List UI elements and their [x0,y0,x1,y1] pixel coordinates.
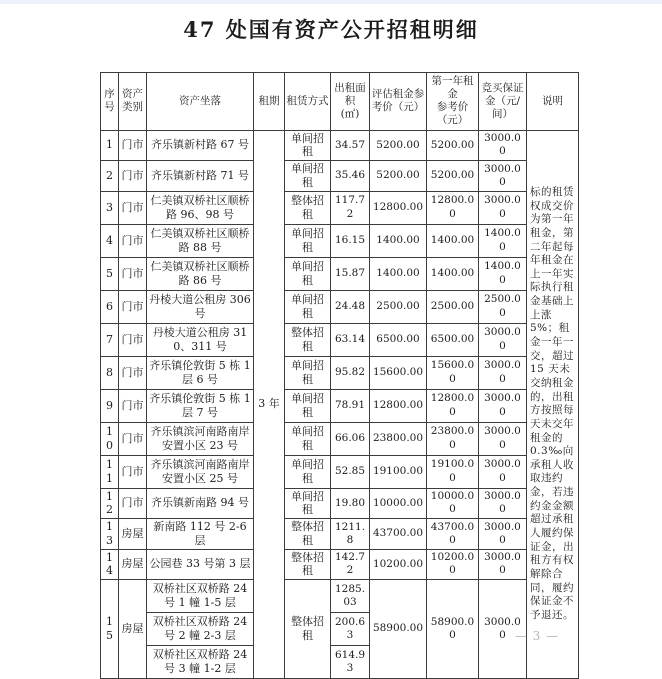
cell-no: 1 [101,130,119,161]
cell-area: 63.14 [331,323,370,356]
cell-assessed: 5200.00 [370,130,427,161]
table-row [101,389,579,422]
cell-method: 整体招租 [285,580,331,679]
cell-area: 614.93 [331,646,370,679]
cell-location: 双桥社区双桥路 24 号 3 幢 1-2 层 [147,646,254,679]
cell-method: 单间招租 [285,290,331,323]
cell-no: 4 [101,224,119,257]
table-row [101,323,579,356]
cell-category: 门市 [119,290,147,323]
cell-assessed: 6500.00 [370,323,427,356]
cell-assessed: 1400.00 [370,257,427,290]
cell-no: 7 [101,323,119,356]
cell-method: 单间招租 [285,488,331,519]
cell-no: 11 [101,455,119,488]
cell-location: 齐乐镇滨河南路南岸安置小区 23 号 [147,422,254,455]
cell-deposit: 3000.00 [479,422,527,455]
cell-deposit: 2500.00 [479,290,527,323]
table-row [101,257,579,290]
cell-location: 齐乐镇伦敦街 5 栋 1 层 6 号 [147,356,254,389]
cell-area: 35.46 [331,161,370,192]
col-header-deposit: 竞买保证 金（元/间） [479,73,527,131]
cell-deposit: 1400.00 [479,224,527,257]
cell-method: 单间招租 [285,224,331,257]
cell-deposit: 3000.00 [479,549,527,580]
cell-deposit: 3000.00 [479,356,527,389]
cell-no: 14 [101,549,119,580]
cell-area: 1211.8 [331,519,370,550]
cell-first-year: 2500.00 [427,290,479,323]
table-row [101,455,579,488]
cell-method: 单间招租 [285,356,331,389]
cell-location: 齐乐镇新南路 94 号 [147,488,254,519]
cell-location: 双桥社区双桥路 24 号 2 幢 2-3 层 [147,613,254,646]
top-strip [0,0,662,4]
cell-category: 房屋 [119,580,147,679]
cell-assessed: 19100.00 [370,455,427,488]
cell-category: 门市 [119,356,147,389]
cell-area: 142.72 [331,549,370,580]
cell-category: 门市 [119,130,147,161]
cell-first-year: 10000.00 [427,488,479,519]
cell-category: 门市 [119,161,147,192]
col-header-assessed: 评估租金参 考价（元） [370,73,427,131]
cell-first-year: 43700.00 [427,519,479,550]
cell-no: 8 [101,356,119,389]
cell-area: 78.91 [331,389,370,422]
cell-assessed: 10200.00 [370,549,427,580]
table-row [101,422,579,455]
cell-category: 门市 [119,488,147,519]
cell-deposit: 3000.00 [479,130,527,161]
cell-area: 117.72 [331,191,370,224]
table-row [101,224,579,257]
cell-location: 丹棱大道公租房 310、311 号 [147,323,254,356]
cell-deposit: 3000.00 [479,488,527,519]
cell-category: 门市 [119,422,147,455]
cell-assessed: 10000.00 [370,488,427,519]
cell-location: 齐乐镇滨河南路南岸安置小区 25 号 [147,455,254,488]
cell-method: 单间招租 [285,389,331,422]
cell-deposit: 3000.00 [479,580,527,679]
cell-location: 新南路 112 号 2-6 层 [147,519,254,550]
cell-assessed: 15600.00 [370,356,427,389]
table-row [101,161,579,192]
cell-assessed: 12800.00 [370,389,427,422]
cell-method: 单间招租 [285,422,331,455]
cell-first-year: 10200.00 [427,549,479,580]
rent-detail-table [100,72,579,679]
cell-assessed: 1400.00 [370,224,427,257]
cell-deposit: 3000.00 [479,389,527,422]
cell-first-year: 1400.00 [427,257,479,290]
cell-area: 34.57 [331,130,370,161]
cell-category: 门市 [119,257,147,290]
cell-method: 整体招租 [285,191,331,224]
header-row [101,73,579,131]
cell-category: 门市 [119,191,147,224]
cell-method: 单间招租 [285,455,331,488]
cell-assessed: 58900.00 [370,580,427,679]
cell-area: 16.15 [331,224,370,257]
cell-no: 5 [101,257,119,290]
table-row [101,549,579,580]
cell-area: 52.85 [331,455,370,488]
cell-location: 齐乐镇新村路 67 号 [147,130,254,161]
cell-no: 12 [101,488,119,519]
cell-no: 2 [101,161,119,192]
cell-category: 门市 [119,323,147,356]
cell-assessed: 5200.00 [370,161,427,192]
cell-no: 9 [101,389,119,422]
col-header-term: 租期 [254,73,285,131]
cell-no: 15 [101,580,119,679]
cell-category: 门市 [119,455,147,488]
cell-no: 3 [101,191,119,224]
table-row [101,290,579,323]
cell-method: 整体招租 [285,323,331,356]
cell-area: 19.80 [331,488,370,519]
cell-deposit: 1400.00 [479,257,527,290]
table-row [101,130,579,161]
cell-area: 1285.03 [331,580,370,613]
cell-no: 6 [101,290,119,323]
page-title: 47 处国有资产公开招租明细 [183,17,479,42]
cell-location: 仁美镇双桥社区顺桥路 86 号 [147,257,254,290]
cell-first-year: 12800.00 [427,389,479,422]
col-header-first-year: 第一年租金 参考价（元） [427,73,479,131]
col-header-notes: 说明 [527,73,579,131]
cell-no: 13 [101,519,119,550]
cell-assessed: 23800.00 [370,422,427,455]
cell-no: 10 [101,422,119,455]
cell-method: 单间招租 [285,257,331,290]
cell-location: 丹棱大道公租房 306 号 [147,290,254,323]
cell-first-year: 1400.00 [427,224,479,257]
cell-first-year: 15600.00 [427,356,479,389]
cell-first-year: 58900.00 [427,580,479,679]
table-row [101,488,579,519]
page-number: — 3 — [514,629,560,643]
cell-first-year: 12800.00 [427,191,479,224]
table-row [101,356,579,389]
cell-method: 整体招租 [285,519,331,550]
cell-location: 公园巷 33 号第 3 层 [147,549,254,580]
cell-method: 单间招租 [285,130,331,161]
cell-first-year: 23800.00 [427,422,479,455]
cell-deposit: 3000.00 [479,455,527,488]
cell-location: 双桥社区双桥路 24 号 1 幢 1-5 层 [147,580,254,613]
cell-assessed: 2500.00 [370,290,427,323]
col-header-index: 序 号 [101,73,119,131]
cell-location: 齐乐镇新村路 71 号 [147,161,254,192]
col-header-category: 资产 类别 [119,73,147,131]
cell-method: 整体招租 [285,549,331,580]
cell-area: 24.48 [331,290,370,323]
cell-deposit: 3000.00 [479,191,527,224]
cell-category: 门市 [119,389,147,422]
cell-assessed: 12800.00 [370,191,427,224]
cell-location: 齐乐镇伦敦街 5 栋 1 层 7 号 [147,389,254,422]
cell-category: 门市 [119,224,147,257]
table-row [101,580,579,613]
cell-first-year: 5200.00 [427,161,479,192]
cell-location: 仁美镇双桥社区顺桥路 96、98 号 [147,191,254,224]
cell-deposit: 3000.00 [479,519,527,550]
cell-method: 单间招租 [285,161,331,192]
cell-area: 95.82 [331,356,370,389]
col-header-area: 出租面积 (㎡) [331,73,370,131]
lease-term-cell: 3 年 [254,130,285,679]
cell-assessed: 43700.00 [370,519,427,550]
table-row [101,191,579,224]
cell-area: 15.87 [331,257,370,290]
cell-category: 房屋 [119,519,147,550]
cell-first-year: 5200.00 [427,130,479,161]
cell-first-year: 6500.00 [427,323,479,356]
cell-location: 仁美镇双桥社区顺桥路 88 号 [147,224,254,257]
notes-cell: 标的租赁权成交价为第一年租金，第二年起每年租金在上一年实际执行租金基础上上涨 5%；租金一年一交，超过 15 天未交纳租金的，出租方按照每天未交年租金的 0.3‰向承租人收取违约金，若违约金金额超过承租人履约保证金，出租方有权解除合同，履约保证金不予退还。 [527,130,579,679]
cell-deposit: 3000.00 [479,323,527,356]
cell-area: 200.63 [331,613,370,646]
table-row [101,519,579,550]
col-header-method: 租赁方式 [285,73,331,131]
cell-deposit: 3000.00 [479,161,527,192]
col-header-location: 资产坐落 [147,73,254,131]
cell-area: 66.06 [331,422,370,455]
cell-category: 房屋 [119,549,147,580]
cell-first-year: 19100.00 [427,455,479,488]
